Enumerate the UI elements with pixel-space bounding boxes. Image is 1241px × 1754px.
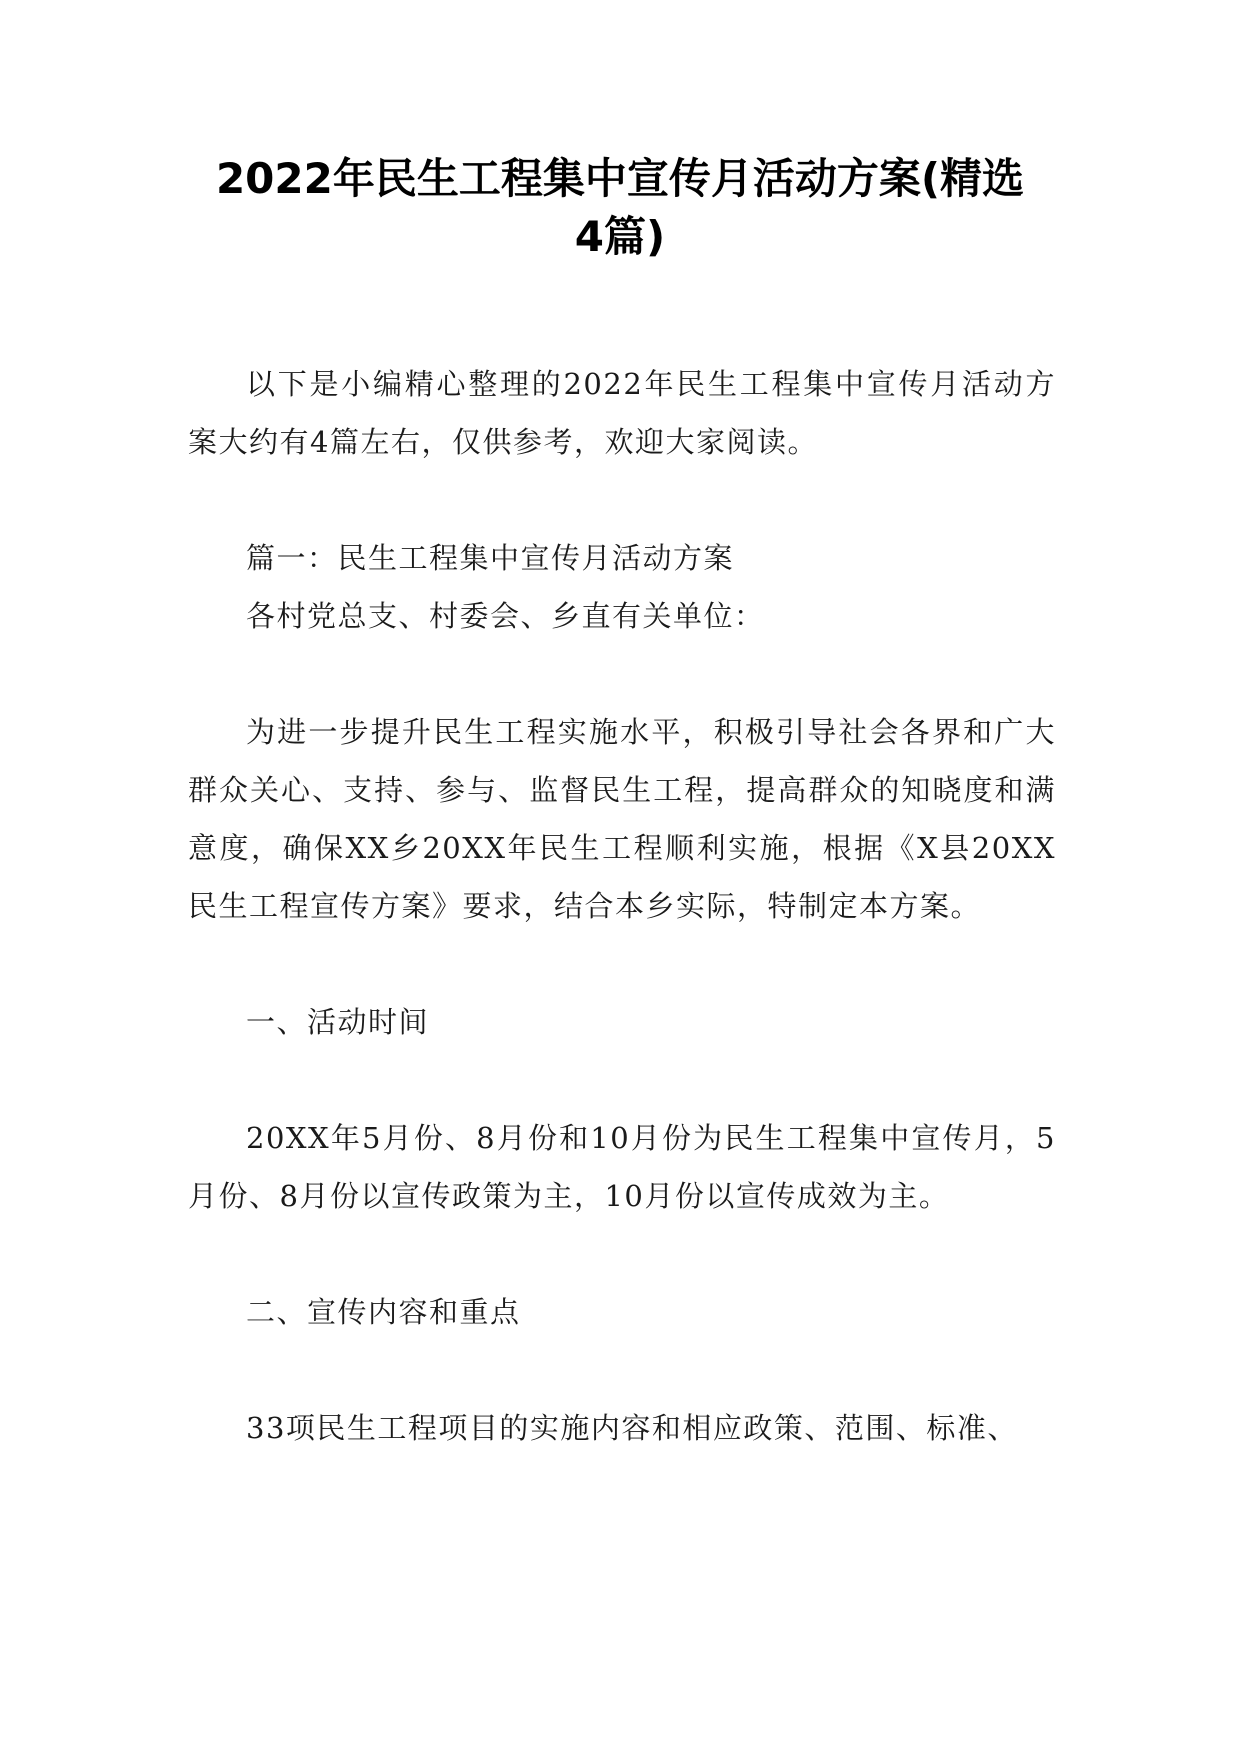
title-line-2: 4篇) xyxy=(574,212,666,261)
section-heading: 篇一：民生工程集中宣传月活动方案 xyxy=(246,541,735,575)
body-paragraph-1: 为进一步提升民生工程实施水平，积极引导社会各界和广大群众关心、支持、参与、监督民生工程，提高群众的知晓度和满意度，确保XX乡20XX年民生工程顺利实施，根据《X县20XX民生工程宣传方案》要求，结合本乡实际，特制定本方案。 xyxy=(188,715,1056,923)
heading-activity-time: 一、活动时间 xyxy=(246,1005,430,1039)
title-line-1: 2022年民生工程集中宣传月活动方案(精选 xyxy=(215,154,1025,203)
addressee-line: 各村党总支、村委会、乡直有关单位： xyxy=(246,599,765,633)
intro-paragraph: 以下是小编精心整理的2022年民生工程集中宣传月活动方案大约有4篇左右，仅供参考，欢迎大家阅读。 xyxy=(188,367,1056,459)
document-body xyxy=(188,355,1056,1457)
document-title xyxy=(180,150,1060,266)
heading-content-focus: 二、宣传内容和重点 xyxy=(246,1295,521,1329)
body-paragraph-2: 20XX年5月份、8月份和10月份为民生工程集中宣传月，5月份、8月份以宣传政策为主，10月份以宣传成效为主。 xyxy=(188,1121,1056,1213)
body-paragraph-3: 33项民生工程项目的实施内容和相应政策、范围、标准、 xyxy=(246,1411,1018,1445)
